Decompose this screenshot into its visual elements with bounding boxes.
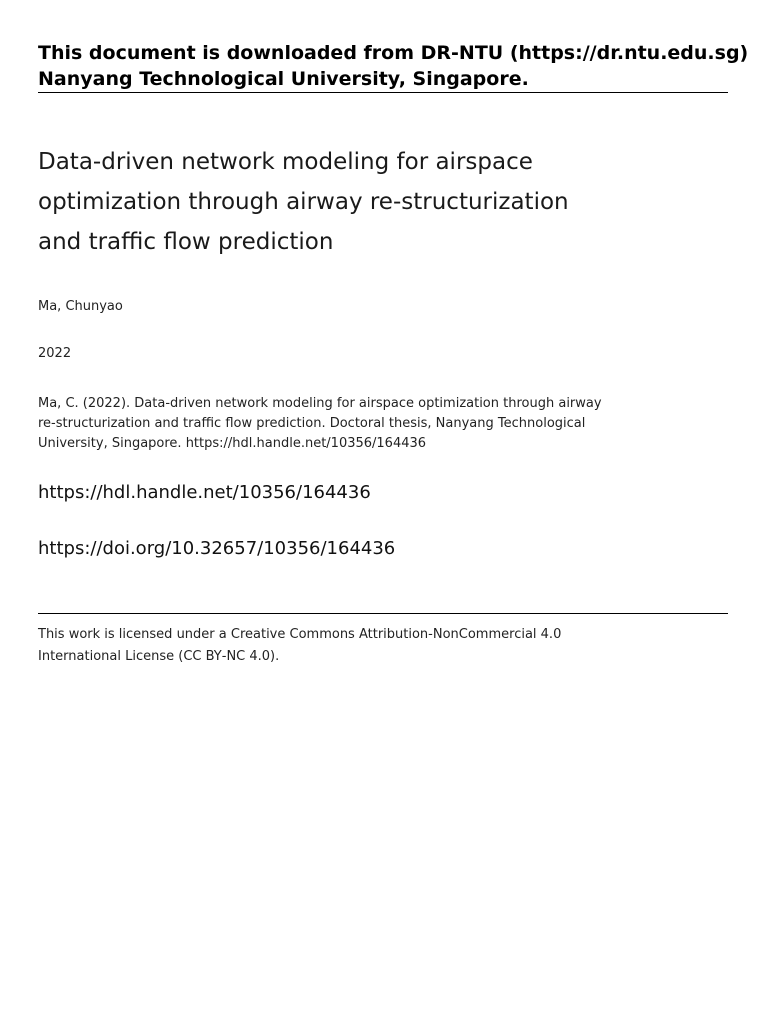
license-line: International License (CC BY‑NC 4.0). — [38, 649, 280, 664]
author-name: Ma, Chunyao — [38, 299, 123, 314]
citation-line: University, Singapore. https://hdl.handle.net/10356/164436 — [38, 436, 427, 451]
header-divider — [38, 92, 728, 93]
title-line: and traffic flow prediction — [38, 229, 334, 255]
citation-line: re‑structurization and traffic flow prediction. Doctoral thesis, Nanyang Technological — [38, 416, 586, 431]
document-title — [38, 142, 638, 262]
publication-year: 2022 — [38, 346, 72, 361]
license-divider — [38, 613, 728, 614]
citation-line: Ma, C. (2022). Data‑driven network modeling for airspace optimization through airway — [38, 396, 602, 411]
citation-text — [38, 394, 628, 454]
header-download-notice: This document is downloaded from DR‑NTU (https://dr.ntu.edu.sg) — [38, 42, 749, 64]
header-institution: Nanyang Technological University, Singapore. — [38, 68, 529, 90]
title-line: Data‑driven network modeling for airspace — [38, 149, 533, 175]
title-line: optimization through airway re‑structurization — [38, 189, 569, 215]
license-line: This work is licensed under a Creative Commons Attribution‑NonCommercial 4.0 — [38, 627, 562, 642]
license-notice — [38, 624, 638, 668]
repository-header — [38, 40, 749, 92]
handle-link[interactable]: https://hdl.handle.net/10356/164436 — [38, 482, 371, 503]
doi-link[interactable]: https://doi.org/10.32657/10356/164436 — [38, 538, 396, 559]
